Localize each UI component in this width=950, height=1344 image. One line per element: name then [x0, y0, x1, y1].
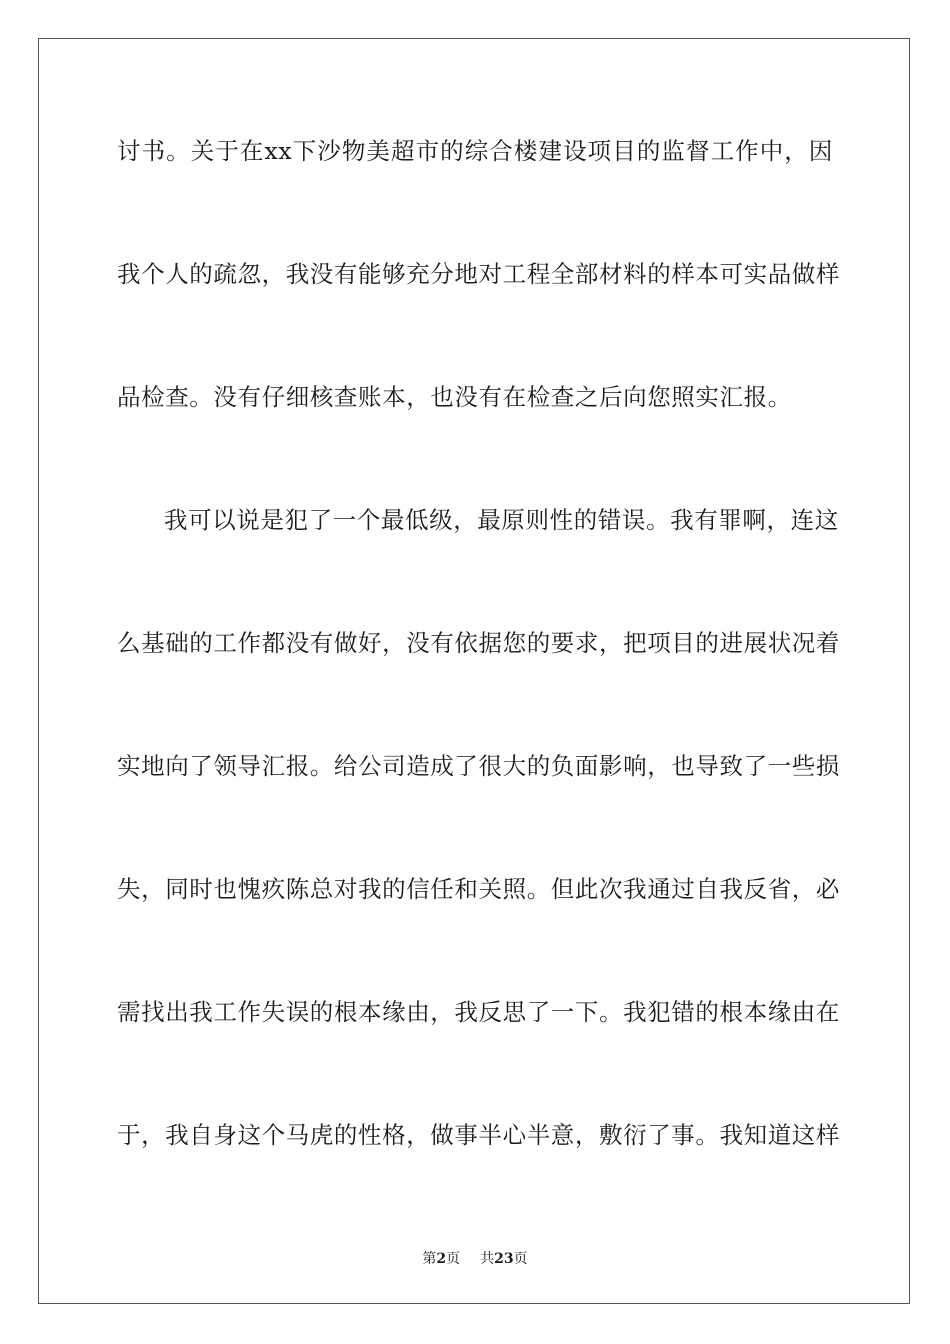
text-line: 需找出我工作失误的根本缘由，我反思了一下。我犯错的根本缘由在: [117, 998, 840, 1026]
text-line: 我个人的疏忽，我没有能够充分地对工程全部材料的样本可实品做样: [117, 260, 840, 288]
text-line: 于，我自身这个马虎的性格，做事半心半意，敷衍了事。我知道这样: [117, 1121, 840, 1149]
text-line: 么基础的工作都没有做好，没有依据您的要求，把项目的进展状况着: [117, 629, 840, 657]
text-line: 实地向了领导汇报。给公司造成了很大的负面影响，也导致了一些损: [117, 752, 840, 780]
page-number: 2: [436, 1251, 447, 1267]
document-body: [117, 128, 840, 1235]
text-line: 失，同时也愧疚陈总对我的信任和关照。但此次我通过自我反省，必: [117, 875, 840, 903]
text-line: 讨书。关于在xx下沙物美超市的综合楼建设项目的监督工作中，因: [117, 137, 833, 165]
paragraph-start-line: 我可以说是犯了一个最低级，最原则性的错误。我有罪啊，连这: [164, 506, 839, 534]
total-prefix: 共: [480, 1251, 495, 1267]
page-footer: [0, 1248, 950, 1268]
total-suffix: 页: [513, 1251, 528, 1267]
page-prefix: 第: [422, 1251, 437, 1267]
total-pages: 23: [494, 1251, 514, 1267]
text-line: 品检查。没有仔细核查账本，也没有在检查之后向您照实汇报。: [117, 383, 792, 411]
page-suffix: 页: [446, 1251, 461, 1267]
